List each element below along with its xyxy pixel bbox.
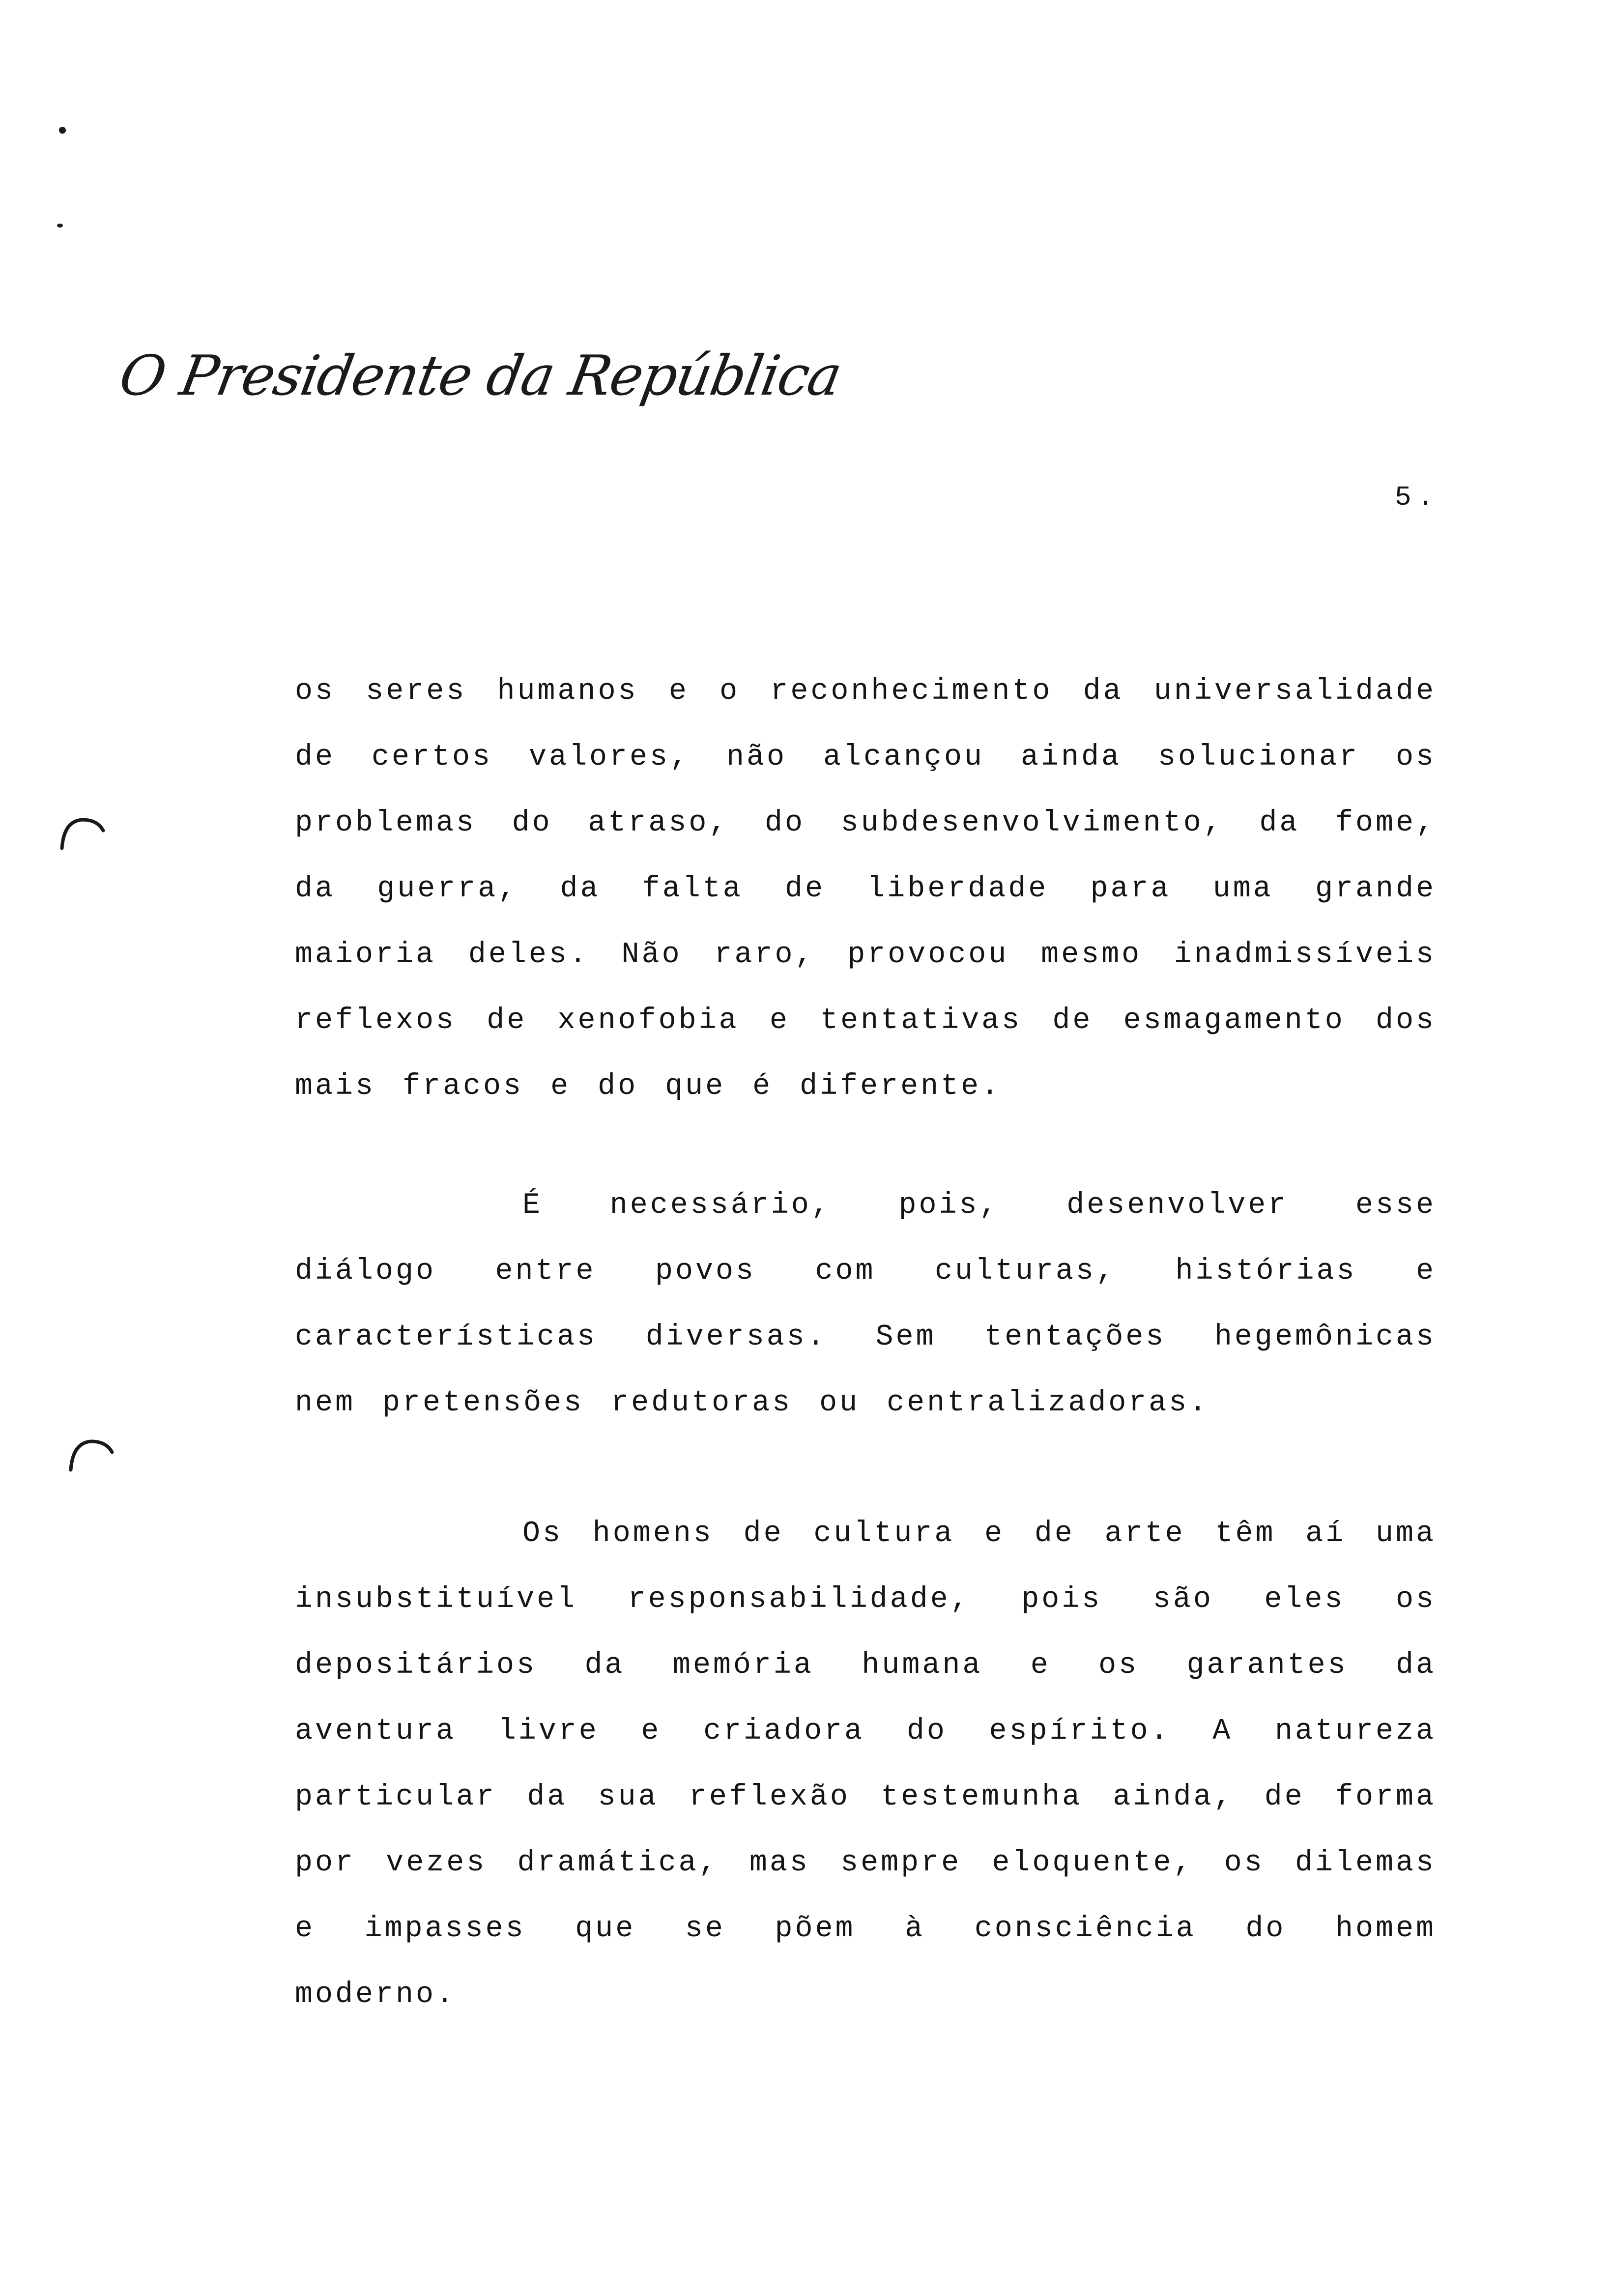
body-paragraph: Os homens de cultura e de arte têm aí uma insubstituível responsabilidade, pois são eles os depositários da memória humana e os garantes da aventura livre e criadora do espírito. A natureza particular da sua reflexão testemunha ainda, de forma por vezes dramática, mas sempre eloquente, os dilemas e impasses que se põem à consciência do homem moderno. <box>295 1517 1436 2011</box>
letterhead-title: O Presidente da República <box>115 344 846 408</box>
punch-hole-mark <box>68 1437 115 1472</box>
scan-dot <box>57 224 63 228</box>
scan-dot <box>59 127 66 134</box>
body-paragraph: É necessário, pois, desenvolver esse diálogo entre povos com culturas, histórias e características diversas. Sem tentações hegemônicas nem pretensões redutoras ou centralizadoras. <box>295 1189 1436 1420</box>
punch-hole-mark <box>59 816 106 850</box>
body-paragraph: os seres humanos e o reconhecimento da universalidade de certos valores, não alcançou ainda solucionar os problemas do atraso, do subdesenvolvimento, da fome, da guerra, da falta de liberdade para uma grande maioria deles. Não raro, provocou mesmo inadmissíveis reflexos de xenofobia e tentativas de esmagamento dos mais fracos e do que é diferente. <box>295 675 1436 1103</box>
page-number: 5. <box>1395 482 1440 513</box>
